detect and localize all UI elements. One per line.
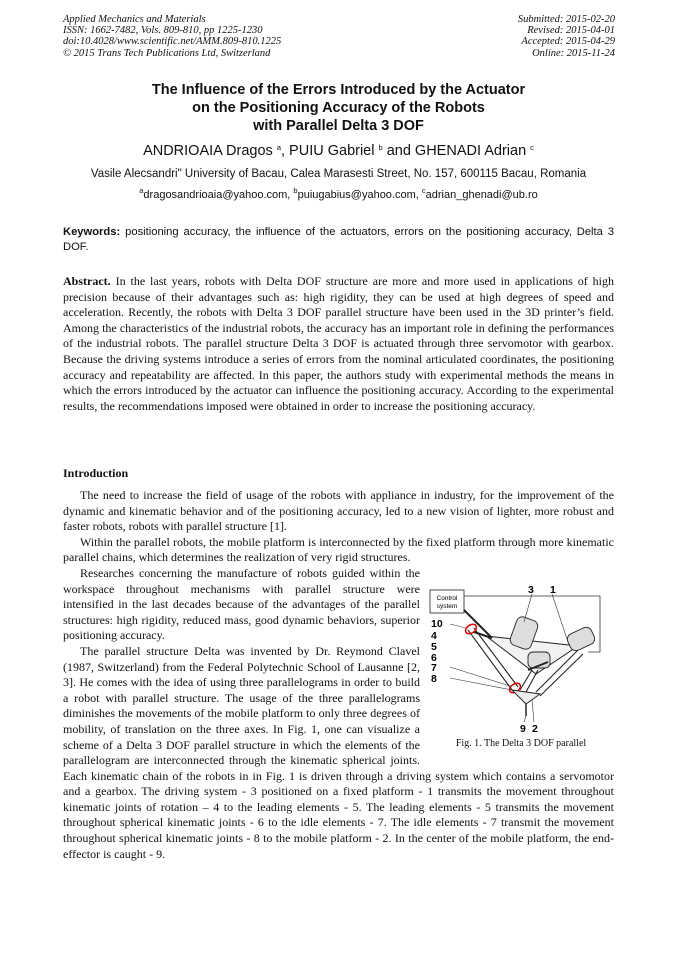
affiliation: Vasile Alecsandri" University of Bacau, Calea Marasesti Street, No. 157, 600115 Bacau, Romania xyxy=(90,168,587,180)
section-heading-introduction: Introduction xyxy=(63,466,129,480)
journal-copyright: © 2015 Trans Tech Publications Ltd, Switzerland xyxy=(63,47,271,59)
email-2[interactable]: puiugabius@yahoo.com, xyxy=(297,189,422,201)
figure-1 xyxy=(428,566,614,754)
email-1-mark: a xyxy=(139,186,144,195)
journal-name: Applied Mechanics and Materials xyxy=(63,14,206,25)
journal-doi: doi:10.4028/www.scientific.net/AMM.809-810.1225 xyxy=(63,36,282,48)
introduction-body xyxy=(63,488,614,862)
author-3: and GHENADI Adrian xyxy=(382,143,531,159)
label-9: 9 xyxy=(520,722,526,735)
figure-1-caption: Fig. 1. The Delta 3 DOF parallel xyxy=(455,737,587,749)
title-line-3: with Parallel Delta 3 DOF xyxy=(253,118,424,134)
control-label-2: system xyxy=(436,602,458,610)
title-line-2: on the Positioning Accuracy of the Robots xyxy=(192,100,485,116)
intro-paragraph-2: Within the parallel robots, the mobile platform is interconnected by the fixed platform through more kinematic parallel chains, which determines the realization of very rigid structures. xyxy=(63,534,614,565)
paper-title xyxy=(63,81,614,135)
abstract-label: Abstract. xyxy=(63,274,111,288)
email-3-mark: c xyxy=(421,186,426,195)
journal-issn: ISSN: 1662-7482, Vols. 809-810, pp 1225-1230 xyxy=(63,25,263,37)
idle-element-2b xyxy=(526,670,538,692)
label-8: 8 xyxy=(431,672,437,685)
label-6: 6 xyxy=(431,651,437,664)
email-3[interactable]: adrian_ghenadi@ub.ro xyxy=(425,189,538,201)
author-2-mark: b xyxy=(378,143,383,152)
delta-robot-diagram xyxy=(428,566,614,736)
date-submitted: Submitted: 2015-02-20 xyxy=(517,14,615,25)
label-7: 7 xyxy=(431,661,437,674)
date-accepted: Accepted: 2015-04-29 xyxy=(521,36,615,48)
intro-paragraph-4: The parallel structure Delta was invented by Dr. Reymond Clavel (1987, Switzerland) from the Federal Polytechnic School of Lausanne [2, 3]. He comes with the idea of using three parallelograms in order to build a robot with parallel structure. The usage of the three parallelograms diminishes the movements of the mobile platform to only three degrees of mobility, of translation on the three axes. In Fig. 1, one can visualize a scheme of a Delta 3 DOF parallel structure in which the elements of the parallelogram are interconnected through the kinematic spherical joints. Each kinematic chain of the robots in in Fig. 1 is driven through a driving system which contains a servomotor and a gearbox. The driving system - 3 positioned on a fixed platform - 1 transmits the movement throughout kinematic joints of rotation – 4 to the leading elements - 5. The leading elements - 5 transmits the movement throughout spherical kinematic joints - 6 to the idle elements - 7. The idle elements - 7 transmit the movement throughout spherical kinematic joints - 8 to the mobile platform - 2. In the center of the mobile platform, the end-effector is caught - 9. xyxy=(63,643,614,861)
intro-paragraph-1: The need to increase the field of usage of the robots with appliance in industry, for the improvement of the dynamic and kinematic behavior and of the positioning accuracy, led to a new vision of lighter, more robust and faster robots, robots with parallel structure [1]. xyxy=(63,488,614,534)
title-line-1: The Influence of the Errors Introduced by the Actuator xyxy=(151,82,526,98)
date-revised: Revised: 2015-04-01 xyxy=(527,25,615,37)
label-3: 3 xyxy=(528,583,534,596)
keywords-text: positioning accuracy, the influence of the actuators, errors on the positioning accuracy, Delta 3 DOF. xyxy=(63,226,614,253)
author-2: , PUIU Gabriel xyxy=(281,143,379,159)
author-3-mark: c xyxy=(530,143,534,152)
keywords xyxy=(63,225,614,255)
label-10: 10 xyxy=(431,617,443,630)
author-1-mark: a xyxy=(276,143,281,152)
idle-element-2a xyxy=(520,670,532,690)
label-2: 2 xyxy=(532,722,538,735)
email-1[interactable]: dragosandrioaia@yahoo.com, xyxy=(143,189,294,201)
author-list xyxy=(63,142,614,160)
label-5: 5 xyxy=(431,640,437,653)
mobile-platform xyxy=(512,690,540,704)
date-online: Online: 2015-11-24 xyxy=(532,47,615,59)
author-1: ANDRIOAIA Dragos xyxy=(143,143,277,159)
abstract-text: In the last years, robots with Delta DOF structure are more and more used in applications of high precision because of their advantages such as: high rigidity, they can be used at high degrees of speed and acceleration. Recently, the robots with Delta 3 DOF parallel structure have been used in the 3D printer’s field. Among the characteristics of the industrial robots, the accuracy has an important role in defining the performances of the industrial robots. The parallel structure Delta 3 DOF is actuated through three servomotor with gearbox. Because the driving systems introduce a series of errors from the nominal articulated coordinates, the positioning accuracy and repeatability are affected. In this paper, the authors study with experimental methods the means in which the errors introduced by the actuator can influence the positioning accuracy. According to the experimental results, the recommendations imposed were obtained in order to increase the positioning accuracy. xyxy=(63,274,614,413)
label-4: 4 xyxy=(431,629,437,642)
author-emails xyxy=(63,188,614,203)
abstract xyxy=(63,274,614,414)
submission-dates xyxy=(518,14,615,59)
keywords-label: Keywords: xyxy=(63,226,121,238)
intro-paragraph-3: Researches concerning the manufacture of robots guided within the workspace throughout mechanisms with parallel structure were intensified in the last decades because of the advantages of the parallel structures: high rigidity, reduced mass, good dynamic behaviors, superior positioning accuracy. xyxy=(63,565,420,643)
email-2-mark: b xyxy=(293,186,298,195)
label-1: 1 xyxy=(550,583,556,596)
control-label-1: Control xyxy=(436,594,458,602)
journal-info xyxy=(63,14,281,59)
